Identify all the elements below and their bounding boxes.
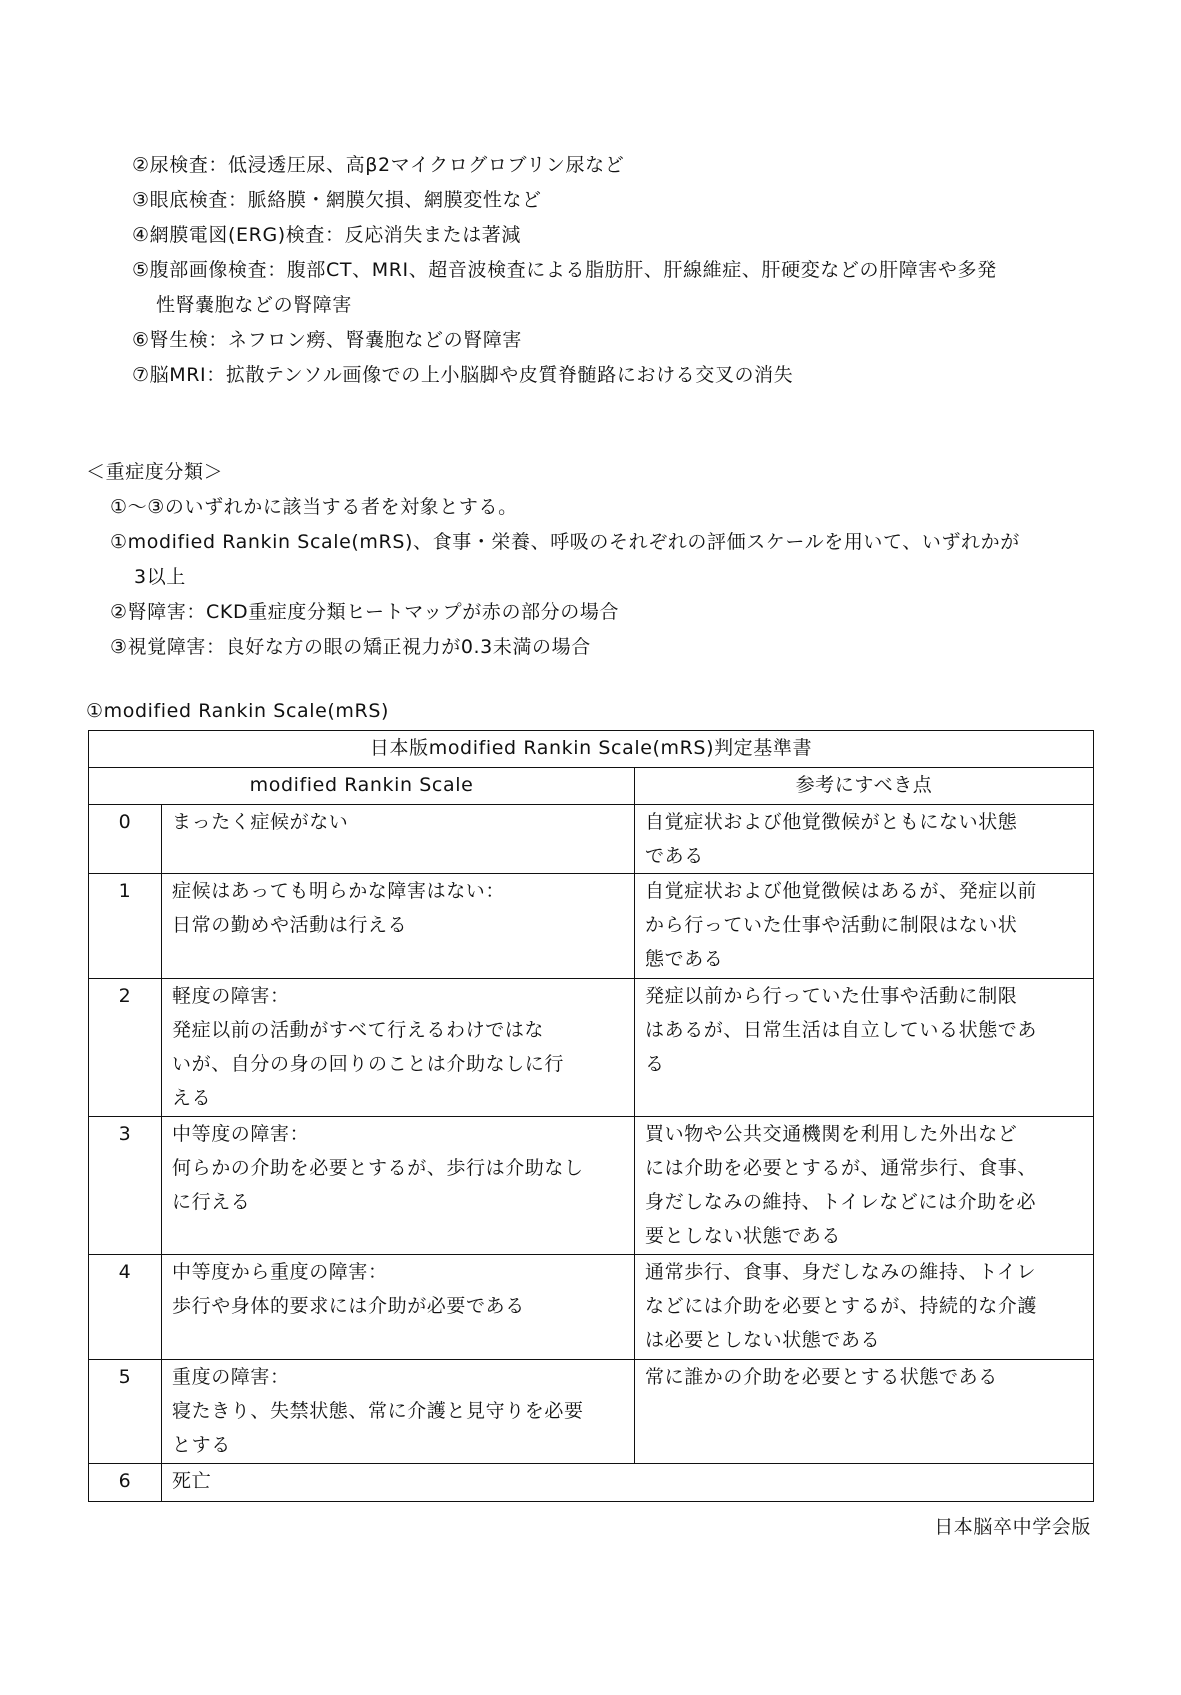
exam-line-5: ⑤腹部画像検査：腹部CT、MRI、超音波検査による脂肪肝、肝線維症、肝硬変などの肝障害や多発 <box>132 259 997 281</box>
table-row <box>89 1360 1094 1464</box>
exam-line-3: ③眼底検査：脈絡膜・網膜欠損、網膜変性など <box>132 189 542 211</box>
grade-cell: 3 <box>89 1117 162 1255</box>
grade-cell: 4 <box>89 1255 162 1360</box>
reference-line: 身だしなみの維持、トイレなどには介助を必 <box>645 1191 1037 1213</box>
description-line: える <box>172 1087 212 1109</box>
severity-criterion-1: ①modified Rankin Scale(mRS)、食事・栄養、呼吸のそれぞれの評価スケールを用いて、いずれかが <box>110 531 1020 553</box>
source-credit: 日本脳卒中学会版 <box>934 1516 1091 1538</box>
grade-cell: 0 <box>89 805 162 874</box>
description-line: 軽度の障害： <box>172 985 290 1007</box>
exam-line-4: ④網膜電図(ERG)検査：反応消失または著減 <box>132 224 521 246</box>
table-row <box>89 1255 1094 1360</box>
description-line: 何らかの介助を必要とするが、歩行は介助なし <box>172 1157 584 1179</box>
table-row <box>89 874 1094 979</box>
grade-cell: 5 <box>89 1360 162 1464</box>
reference-line: はあるが、日常生活は自立している状態であ <box>645 1019 1038 1041</box>
grade-cell: 2 <box>89 979 162 1117</box>
mrs-table <box>88 730 1094 1502</box>
description-line: 重度の障害： <box>172 1366 290 1388</box>
reference-cell <box>635 805 1094 874</box>
exam-line-6: ⑥腎生検：ネフロン癆、腎嚢胞などの腎障害 <box>132 329 523 351</box>
exam-line-2: ②尿検査：低浸透圧尿、高β2マイクログロブリン尿など <box>132 154 625 176</box>
description-cell <box>162 1360 635 1464</box>
header-reference: 参考にすべき点 <box>635 768 1094 805</box>
description-line: まったく症候がない <box>172 811 349 833</box>
severity-criterion-1-cont: 3以上 <box>134 566 186 588</box>
reference-cell <box>635 1255 1094 1360</box>
reference-line: などには介助を必要とするが、持続的な介護 <box>645 1295 1038 1317</box>
reference-line: には介助を必要とするが、通常歩行、食事、 <box>645 1157 1038 1179</box>
description-cell <box>162 874 635 979</box>
description-line: いが、自分の身の回りのことは介助なしに行 <box>172 1053 565 1075</box>
reference-line: から行っていた仕事や活動に制限はない状 <box>645 914 1018 936</box>
reference-cell <box>635 1360 1094 1464</box>
description-line: とする <box>172 1434 231 1456</box>
exam-line-5-cont: 性腎嚢胞などの腎障害 <box>156 294 353 316</box>
reference-cell <box>635 1117 1094 1255</box>
header-mrs: modified Rankin Scale <box>89 768 635 805</box>
table-row <box>89 1117 1094 1255</box>
severity-intro: ①～③のいずれかに該当する者を対象とする。 <box>110 496 518 518</box>
reference-line: 常に誰かの介助を必要とする状態である <box>645 1366 998 1388</box>
description-cell <box>162 1117 635 1255</box>
table-title-row <box>89 731 1094 768</box>
severity-heading: ＜重症度分類＞ <box>86 461 224 483</box>
reference-line: る <box>645 1053 665 1075</box>
description-line: 中等度の障害： <box>172 1123 310 1145</box>
description-cell <box>162 805 635 874</box>
reference-line: 態である <box>645 948 724 970</box>
description-line: 発症以前の活動がすべて行えるわけではな <box>172 1019 545 1041</box>
severity-criterion-3: ③視覚障害：良好な方の眼の矯正視力が0.3未満の場合 <box>110 636 591 658</box>
reference-line: 通常歩行、食事、身だしなみの維持、トイレ <box>645 1261 1037 1283</box>
description-cell <box>162 979 635 1117</box>
grade-cell: 1 <box>89 874 162 979</box>
description-cell <box>162 1255 635 1360</box>
table-row <box>89 1464 1094 1502</box>
reference-line: は必要としない状態である <box>645 1329 881 1351</box>
reference-line: 自覚症状および他覚徴候はあるが、発症以前 <box>645 880 1038 902</box>
severity-criterion-2: ②腎障害：CKD重症度分類ヒートマップが赤の部分の場合 <box>110 601 620 623</box>
description-cell <box>162 1464 1094 1502</box>
reference-cell <box>635 979 1094 1117</box>
description-line: 症候はあっても明らかな障害はない： <box>172 880 506 902</box>
description-line: 死亡 <box>172 1470 212 1492</box>
reference-line: 買い物や公共交通機関を利用した外出など <box>645 1123 1018 1145</box>
exam-line-7: ⑦脳MRI：拡散テンソル画像での上小脳脚や皮質脊髄路における交叉の消失 <box>132 364 794 386</box>
grade-cell: 6 <box>89 1464 162 1502</box>
description-line: 日常の勤めや活動は行える <box>172 914 408 936</box>
reference-line: 要としない状態である <box>645 1225 842 1247</box>
table-title: 日本版modified Rankin Scale(mRS)判定基準書 <box>89 731 1094 768</box>
reference-cell <box>635 874 1094 979</box>
table-row <box>89 805 1094 874</box>
description-line: に行える <box>172 1191 251 1213</box>
table-row <box>89 979 1094 1117</box>
reference-line: である <box>645 845 704 867</box>
reference-line: 自覚症状および他覚徴候がともにない状態 <box>645 811 1018 833</box>
description-line: 寝たきり、失禁状態、常に介護と見守りを必要 <box>172 1400 584 1422</box>
description-line: 歩行や身体的要求には介助が必要である <box>172 1295 525 1317</box>
mrs-section-label: ①modified Rankin Scale(mRS) <box>86 700 390 722</box>
table-header-row <box>89 768 1094 805</box>
description-line: 中等度から重度の障害： <box>172 1261 388 1283</box>
reference-line: 発症以前から行っていた仕事や活動に制限 <box>645 985 1018 1007</box>
